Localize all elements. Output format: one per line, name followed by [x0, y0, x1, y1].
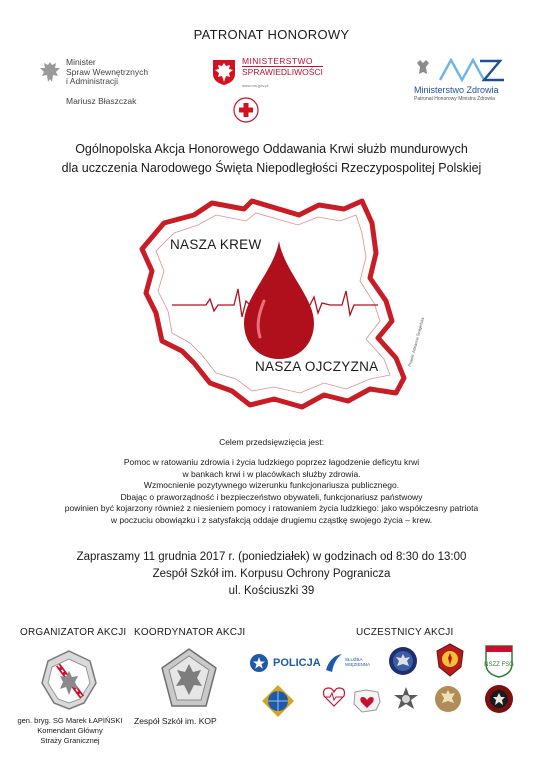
red-cross-icon — [233, 97, 259, 123]
mz-subtitle: Patronat Honorowy Ministra Zdrowia — [414, 96, 495, 102]
goals-list — [0, 457, 543, 526]
organizer-role: Komendant Główny — [37, 726, 103, 735]
ms-name — [242, 57, 323, 77]
mz-logo-icon — [414, 55, 506, 83]
coordinator-title: KOORDYNATOR AKCJI — [134, 627, 246, 638]
policja-label: POLICJA — [273, 657, 321, 669]
sw-label: SŁUŻBA WIĘZIENNA — [345, 657, 371, 667]
eagle-medal-badge-icon — [434, 684, 462, 714]
slogan-bottom: NASZA OJCZYZNA — [255, 359, 379, 374]
headline — [0, 140, 543, 178]
participants-title: UCZESTNICY AKCJI — [356, 627, 454, 638]
nszz-badge-icon — [484, 644, 514, 678]
ms-line: MINISTERSTWO — [242, 56, 313, 66]
eagle-emblem-icon — [211, 58, 237, 86]
ekg-heart-badge-icon — [322, 686, 346, 708]
invite-place: Zespół Szkół im. Korpusu Ochrony Pogranicza — [152, 568, 391, 580]
mswia-line: i Administracji — [66, 76, 118, 86]
mz-name: Ministerstwo Zdrowia — [414, 85, 499, 95]
red-round-badge-icon — [484, 684, 514, 714]
invite-address: ul. Kościuszki 39 — [228, 585, 315, 597]
organizer-title: ORGANIZATOR AKCJI — [20, 627, 127, 638]
goal-line: powinien być kojarzony również z niesieniem pomocy i ratowaniem życia ludzkiego: jako współczesny patriota — [64, 503, 479, 513]
goals-title: Celem przedsięwzięcia jest: — [219, 437, 324, 447]
headline-line: Ogólnopolska Akcja Honorowego Oddawania Krwi służb mundurowych — [75, 142, 468, 156]
kop-emblem-icon — [160, 648, 218, 712]
bor-eagle-badge-icon — [388, 646, 418, 676]
organizer-name: gen. bryg. SG Marek ŁAPIŃSKI — [17, 716, 123, 725]
organizer-caption — [10, 716, 130, 746]
border-guard-emblem-icon — [40, 649, 98, 711]
mswia-person: Mariusz Błaszczak — [66, 96, 137, 106]
headline-line: dla uczczenia Narodowego Święta Niepodległości Rzeczypospolitej Polskiej — [61, 161, 482, 175]
patronat-title: PATRONAT HONOROWY — [193, 27, 350, 42]
eagle-emblem-icon — [39, 60, 61, 84]
fire-brigade-badge-icon — [435, 643, 465, 677]
poland-map-graphic — [134, 193, 410, 421]
policja-logo-icon — [249, 653, 321, 673]
cbs-globe-badge-icon — [261, 684, 295, 718]
goal-line: Pomoc w ratowaniu zdrowia i życia ludzkiego poprzez łagodzenie deficytu krwi — [123, 457, 420, 467]
goal-line: w bankach krwi i w placówkach służby zdrowia. — [182, 468, 361, 479]
heart-map-badge-icon — [352, 688, 382, 714]
nszz-label: NSZZ FSG — [484, 662, 514, 668]
mswia-line: Spraw Wewnętrznych — [66, 66, 149, 77]
organizer-role: Straży Granicznej — [40, 736, 100, 745]
goal-line: Wzmocnienie pozytywnego wizerunku funkcjonariusza publicznego. — [143, 480, 400, 490]
sw-swoosh-icon — [324, 652, 344, 674]
mswia-line: Minister — [66, 57, 96, 67]
eagle-star-badge-icon — [393, 686, 419, 712]
mswia-name — [66, 58, 148, 87]
ms-line: SPRAWIEDLIWOŚCI — [242, 67, 323, 77]
goal-line: w poczuciu obowiązku i z satysfakcją oddaje drugiemu cząstkę swojego życia – krew. — [110, 514, 433, 525]
goal-line: Dbając o praworządność i bezpieczeństwo obywateli, funkcjonariusz państwowy — [120, 491, 423, 502]
sluzba-wiezienna-logo-icon — [324, 652, 374, 676]
invite-date: Zapraszamy 11 grudnia 2017 r. (poniedziałek) w godzinach od 8:30 do 13:00 — [76, 551, 467, 563]
design-credit: Projekt: Adrianna Śmigielska — [407, 316, 426, 368]
police-star-icon — [249, 653, 269, 673]
coordinator-caption: Zespół Szkół im. KOP — [134, 716, 217, 726]
ms-url: www.ms.gov.pl — [242, 83, 269, 88]
slogan-top: NASZA KREW — [170, 237, 262, 252]
invitation — [0, 549, 543, 600]
